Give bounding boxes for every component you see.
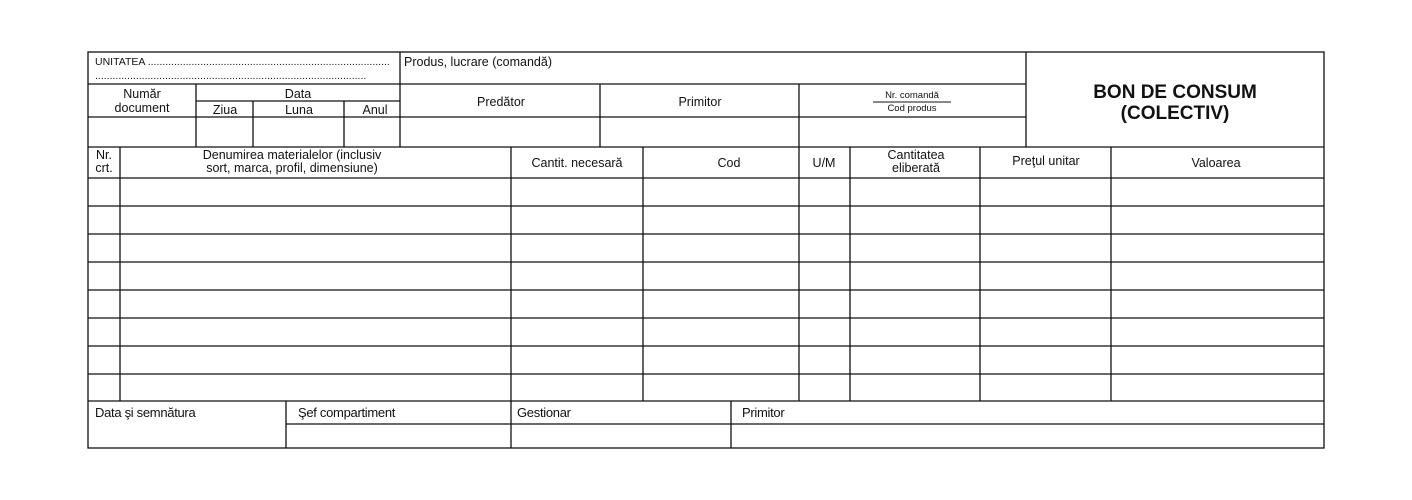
anul-input[interactable] (345, 118, 399, 146)
table-row[interactable] (89, 291, 1323, 317)
data-label: Data (284, 87, 312, 101)
unitatea-label: UNITATEA ................................................................................... (95, 56, 390, 68)
ziua-label: Ziua (212, 103, 238, 117)
col-cantit-necesara: Cantit. necesară (531, 156, 623, 170)
numar-document-input[interactable] (89, 118, 195, 146)
col-nr-crt: Nr. crt. (95, 148, 113, 175)
sef-compartiment-signature[interactable] (287, 425, 510, 447)
cod-produs-label: Cod produs (887, 103, 937, 114)
primitor-input[interactable] (601, 118, 798, 146)
produs-label: Produs, lucrare (comandă) (404, 55, 552, 69)
col-cantitatea-eliberata: Cantitatea eliberată (887, 148, 945, 175)
produs-input[interactable] (401, 70, 1025, 83)
predator-label: Predător (477, 95, 525, 109)
form-title (1035, 82, 1315, 124)
sef-compartiment-label: Şef compartiment (298, 405, 396, 420)
form-title-line2: (COLECTIV) (1120, 103, 1230, 124)
primitor-header-label: Primitor (678, 95, 722, 109)
luna-label: Luna (285, 103, 313, 117)
primitor-signature[interactable] (732, 425, 1323, 447)
unitatea-fill-line[interactable]: ............................................................................................. (95, 70, 367, 82)
table-row[interactable] (89, 319, 1323, 345)
luna-input[interactable] (254, 118, 343, 146)
col-valoarea: Valoarea (1191, 156, 1241, 170)
table-row[interactable] (89, 179, 1323, 205)
col-denumirea: Denumirea materialelor (inclusiv sort, marca, profil, dimensiune) (202, 148, 382, 175)
table-row[interactable] (89, 263, 1323, 289)
gestionar-label: Gestionar (517, 405, 571, 420)
table-row[interactable] (89, 347, 1323, 373)
nr-comanda-input[interactable] (800, 118, 1025, 146)
ziua-input[interactable] (197, 118, 252, 146)
numar-document-label: Număr document (114, 87, 170, 115)
table-row[interactable] (89, 235, 1323, 261)
table-row[interactable] (89, 207, 1323, 233)
predator-input[interactable] (401, 118, 599, 146)
primitor-footer-label: Primitor (742, 405, 785, 420)
nr-comanda-label: Nr. comandă (885, 90, 939, 101)
data-semnatura-label: Data şi semnătura (95, 405, 196, 420)
anul-label: Anul (362, 103, 388, 117)
col-um: U/M (812, 156, 836, 170)
col-pretul-unitar: Preţul unitar (1012, 154, 1080, 168)
form-title-line1: BON DE CONSUM (1093, 82, 1257, 103)
table-row[interactable] (89, 375, 1323, 400)
gestionar-signature[interactable] (512, 425, 730, 447)
col-cod: Cod (717, 156, 741, 170)
